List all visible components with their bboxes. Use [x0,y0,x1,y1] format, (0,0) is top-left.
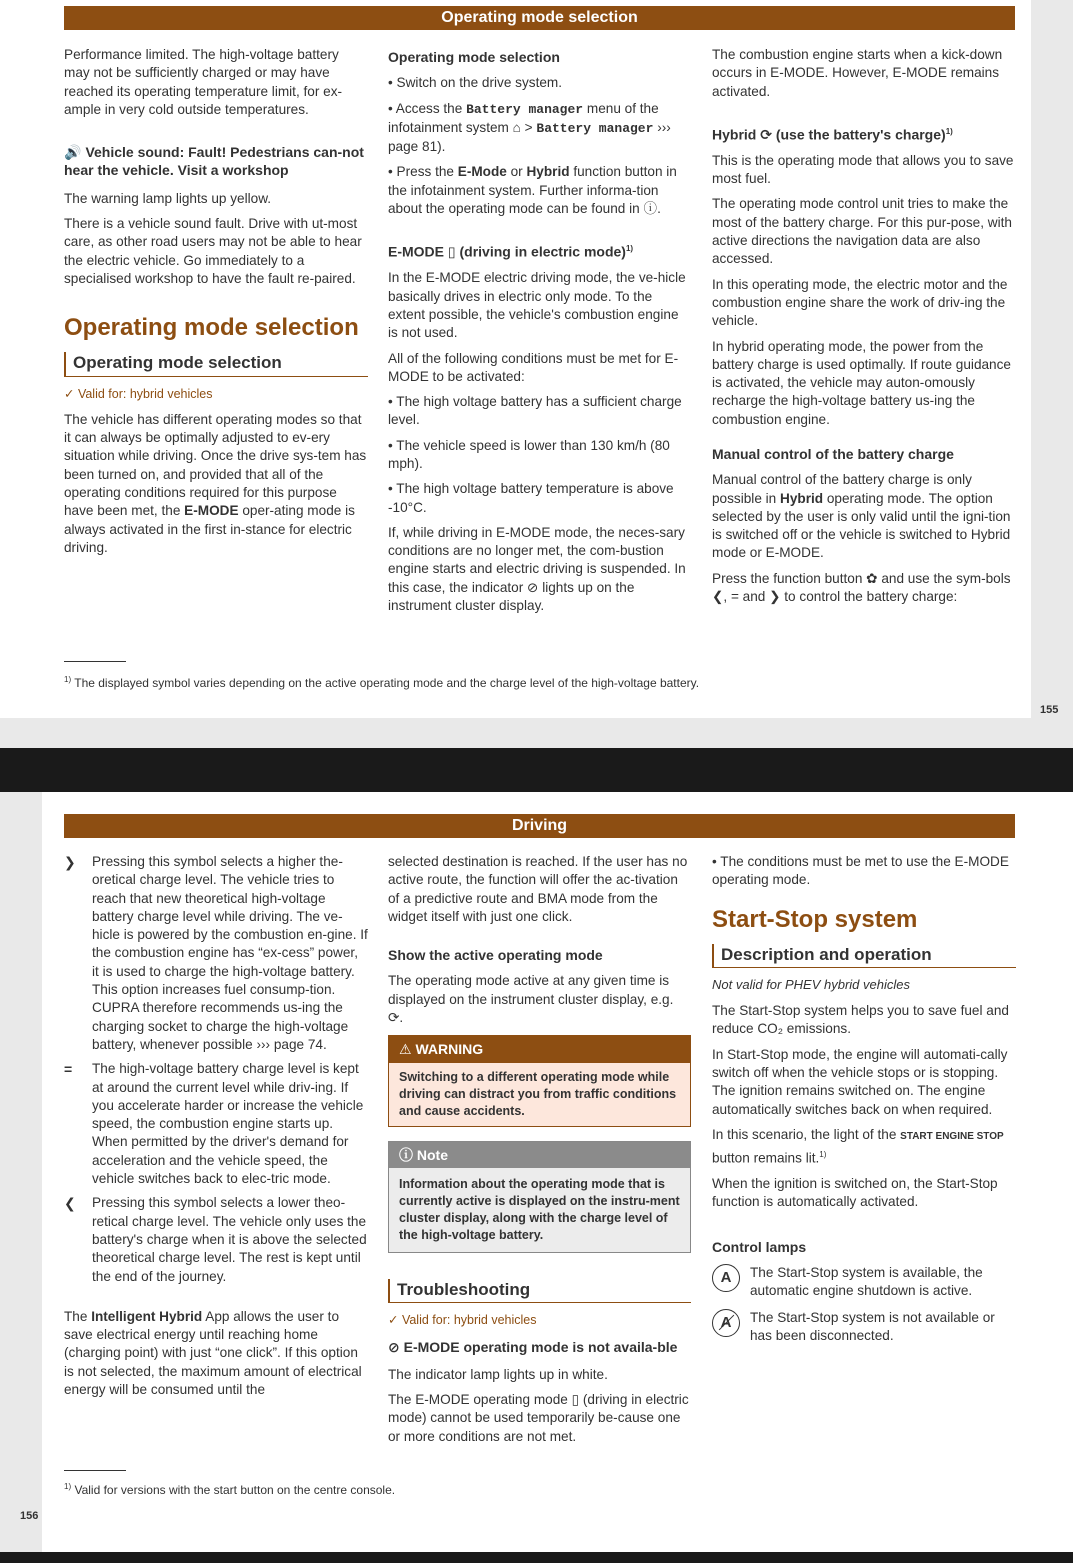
bullet-item: • Access the Battery manager menu of the infotainment system ⌂ > Battery manager ››› page 81). [388,100,691,157]
column-1 [64,853,368,1406]
paragraph: The Intelligent Hybrid App allows the user to save electrical energy until reaching home (charging point) with just “one click”. If this option is not selected, the maximum amount of electrical energy will be consumed until the [64,1308,362,1398]
note-text: Information about the operating mode that is currently active is displayed on the instru-ment cluster display, along with the charge level of the high-voltage battery. [389,1168,690,1252]
subsection-title: Troubleshooting [388,1279,691,1303]
paragraph: There is a vehicle sound fault. Drive with ut-most care, as other road users may not be able to hear the electric vehicle. Go immediately to a specialised workshop to have the fault re-paired. [64,216,362,286]
column-1 [64,46,368,564]
page-reference-link[interactable]: ››› page 81 [388,119,671,155]
paragraph: The operating mode active at any given time is displayed on the instrument cluster display, e.g. ⟳. [388,973,674,1026]
paragraph: All of the following conditions must be met for E-MODE to be activated: [388,350,679,384]
paragraph: The E-MODE operating mode ▯ (driving in electric mode) cannot be used temporarily be-cause one or more conditions are not met. [388,1392,689,1444]
bullet-item: • Switch on the drive system. [388,74,691,92]
manual-control-heading: Manual control of the battery charge [712,446,954,462]
symbol-equal: = The high-voltage battery charge level is kept at around the current level while driv-ing. If you accelerate harder or increase the vehicle speed, the combustion engine starts up. When permitted by the driver's demand for acceleration and the vehicle speed, the vehicle switches back to elec-tric mode. [64,1061,364,1187]
bullet-item: • The conditions must be met to use the E-MODE operating mode. [712,853,1016,890]
procedure-heading: Operating mode selection [388,49,560,65]
home-icon: ⌂ [512,119,521,135]
subsection-title: Description and operation [712,944,1016,968]
chevron-left-icon: ❮ [64,1195,76,1212]
paragraph: Manual control of the battery charge is only possible in Hybrid operating mode. The option selected by the user is only valid until the igni-tion is switched off or the vehicle is switched to Hybrid mode or E-MODE. [712,472,1011,561]
chapter-header-bar: Driving [64,814,1015,838]
symbol-higher: ❯ Pressing this symbol selects a higher the-oretical charge level. The vehicle tries to reach that new theoretical high-voltage battery charge level while driving. The ve-hicle is powered by the combustion en-gine. If the combustion engine has “ex-cess” power, it is used to charge the high-voltage battery. This option increases fuel consump-tion. CUPRA therefore recommends us-ing the charging socket to charge the high-voltage battery, whenever possible ››› page 74. [64,854,368,1052]
page-margin [0,792,42,1552]
subsection-title: Operating mode selection [64,352,368,376]
paragraph: The Start-Stop system helps you to save fuel and reduce CO₂ emissions. [712,1003,1009,1037]
paragraph: Press the function button ✿ and use the sym-bols ❮, = and ❯ to control the battery charge: [712,570,1011,605]
start-stop-disabled-icon: A [712,1309,740,1337]
lamp-item: A The Start-Stop system is available, the automatic engine shutdown is active. [712,1264,1016,1301]
warning-lamp-heading: 🔊 Vehicle sound: Fault! Pedestrians can-not hear the vehicle. Visit a workshop [64,144,364,179]
column-3 [712,46,1016,613]
paragraph: In hybrid operating mode, the power from the battery charge is used optimally. If route guidance is activated, the vehicle may auton-omously recharge the high-voltage battery us-ing the combustion engine. [712,338,1011,427]
paragraph: Performance limited. The high-voltage battery may not be sufficiently charged or may have reached its operating temperature limit, for ex-ample in very cold outside temperatures. [64,47,343,117]
paragraph: The vehicle has different operating modes so that it can always be optimally adjusted to ev-ery situation while driving. Once the drive sys-tem has been turned on, and provided that all of the operating conditions required for this purpose have been met, the E-MODE oper-ating mode is always activated in the first in-stance for electric driving. [64,411,367,555]
hybrid-heading: Hybrid ⟳ (use the battery's charge)$^{1)}$ [712,126,953,143]
paragraph: In this scenario, the light of the START ENGINE STOP button remains lit.$^{1)}$ [712,1126,1004,1166]
footnote: $^{1)}$ The displayed symbol varies depending on the active operating mode and the charge level of the high-voltage battery. [64,675,700,690]
paragraph: This is the operating mode that allows you to save most fuel. [712,152,1014,187]
validity-note: Not valid for PHEV hybrid vehicles [712,976,910,992]
bullet-item: • The high voltage battery temperature is above -10°C. [388,480,691,517]
paragraph: The warning lamp lights up yellow. [64,190,272,206]
bullet-item: • Press the E-Mode or Hybrid function button in the infotainment system. Further informa-tion about the operating mode can be found in ⓘ. [388,163,691,218]
lamp-item: A The Start-Stop system is not available or has been disconnected. [712,1309,1016,1346]
paragraph: The operating mode control unit tries to make the most of the battery charge. For this pur-pose, with active directions the navigation data are also accessed. [712,196,1012,267]
symbol-lower: ❮ Pressing this symbol selects a lower theo-retical charge level. The vehicle only uses the battery's charge when it is above the selected theoretical charge level. The rest is kept until the end of the journey. [64,1195,367,1284]
warning-title: ⚠ WARNING [389,1036,690,1062]
validity-note: ✓ Valid for: hybrid vehicles [388,1313,537,1328]
paragraph: In the E-MODE electric driving mode, the ve-hicle basically drives in electric only mode. To the extent possible, the vehicle's combustion engine is not used. [388,270,686,341]
page-156 [0,792,1073,1552]
emode-unavailable-heading: ⊘ E-MODE operating mode is not availa-ble [388,1338,678,1355]
section-title: Operating mode selection [64,314,359,342]
chevron-right-icon: ❯ [64,854,76,870]
column-2 [388,853,691,1453]
paragraph: In this operating mode, the electric motor and the combustion engine share the work of driv-ing the vehicle. [712,276,1008,329]
bullet-item: • The high voltage battery has a sufficient charge level. [388,393,691,430]
section-title: Start-Stop system [712,905,918,933]
start-stop-active-icon: A [712,1264,740,1292]
footnote-divider [64,1470,126,1471]
chapter-header-bar: Operating mode selection [64,6,1015,30]
page-number: 156 [20,1510,39,1522]
pedestrian-warning-icon: 🔊 [64,144,82,161]
page-margin [0,718,1031,748]
footnote-divider [64,661,126,662]
bullet-item: • The vehicle speed is lower than 130 km/h (80 mph). [388,437,691,474]
page-reference-link[interactable]: ››› page 74 [256,1036,323,1052]
warning-box [388,1035,691,1126]
control-lamps-heading: Control lamps [712,1238,807,1255]
note-title: ⓘ Note [389,1142,690,1168]
active-mode-heading: Show the active operating mode [388,947,603,964]
note-box [388,1141,691,1253]
equals-icon: = [64,1061,73,1078]
paragraph: If, while driving in E-MODE mode, the neces-sary conditions are no longer met, the com-bustion engine starts and electric driving is suspended. In this case, the indicator ⊘ lights up on the instrument cluster display. [388,524,686,614]
paragraph: selected destination is reached. If the user has no active route, the function will offer the ac-tivation of a predictive route and BMA mode from the widget itself with just one click. [388,854,688,924]
column-2 [388,46,691,622]
paragraph: In Start-Stop mode, the engine will automati-cally switch off when the vehicle stops or is stopping. The ignition remains switched on. The engine automatically switches back on when required. [712,1046,1008,1117]
page-number: 155 [1040,704,1059,716]
info-icon: ⓘ [643,201,658,217]
page-margin [1031,0,1073,748]
column-3 [712,853,1016,1353]
validity-note: ✓ Valid for: hybrid vehicles [64,386,213,401]
emode-heading: E-MODE ▯ (driving in electric mode)$^{1)}$ [388,244,634,261]
page-155 [0,0,1073,748]
paragraph: The combustion engine starts when a kick-down occurs in E-MODE. However, E-MODE remains activated. [712,47,1003,99]
footnote: $^{1)}$ Valid for versions with the start button on the centre console. [64,1482,396,1497]
paragraph: When the ignition is switched on, the Start-Stop function is automatically activated. [712,1176,998,1210]
warning-text: Switching to a different operating mode while driving can distract you from traffic conditions and cause accidents. [389,1063,690,1126]
paragraph: The indicator lamp lights up in white. [388,1366,608,1382]
